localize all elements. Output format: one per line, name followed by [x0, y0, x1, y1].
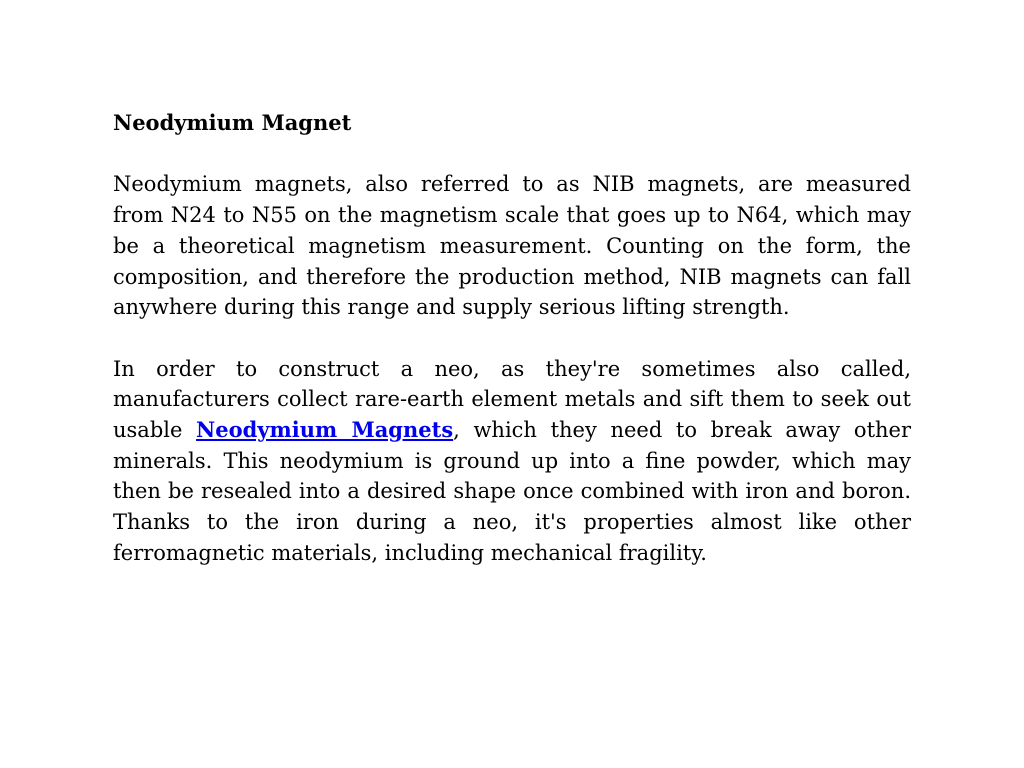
page-title: Neodymium Magnet — [113, 110, 352, 135]
paragraph-text-before-link: In order to construct a neo, as they're sometimes also called, manufacturers collect rare-earth element metals and sift them to seek out usable — [113, 356, 911, 442]
paragraph-construction — [113, 354, 911, 569]
document-page — [113, 108, 911, 599]
paragraph-intro: Neodymium magnets, also referred to as NIB magnets, are measured from N24 to N55 on the magnetism scale that goes up to N64, which may be a theoretical magnetism measurement. Counting on the form, the composition, and therefore the production method, NIB magnets can fall anywhere during this range and supply serious lifting strength. — [113, 172, 911, 320]
neodymium-magnets-link[interactable]: Neodymium Magnets — [196, 417, 454, 442]
paragraph-text-after-link: , which they need to break away other minerals. This neodymium is ground up into a fine powder, which may then be resealed into a desired shape once combined with iron and boron. Thanks to the iron during a neo, it's properties almost like other ferromagnetic materials, including mechanical fragility. — [113, 418, 911, 565]
